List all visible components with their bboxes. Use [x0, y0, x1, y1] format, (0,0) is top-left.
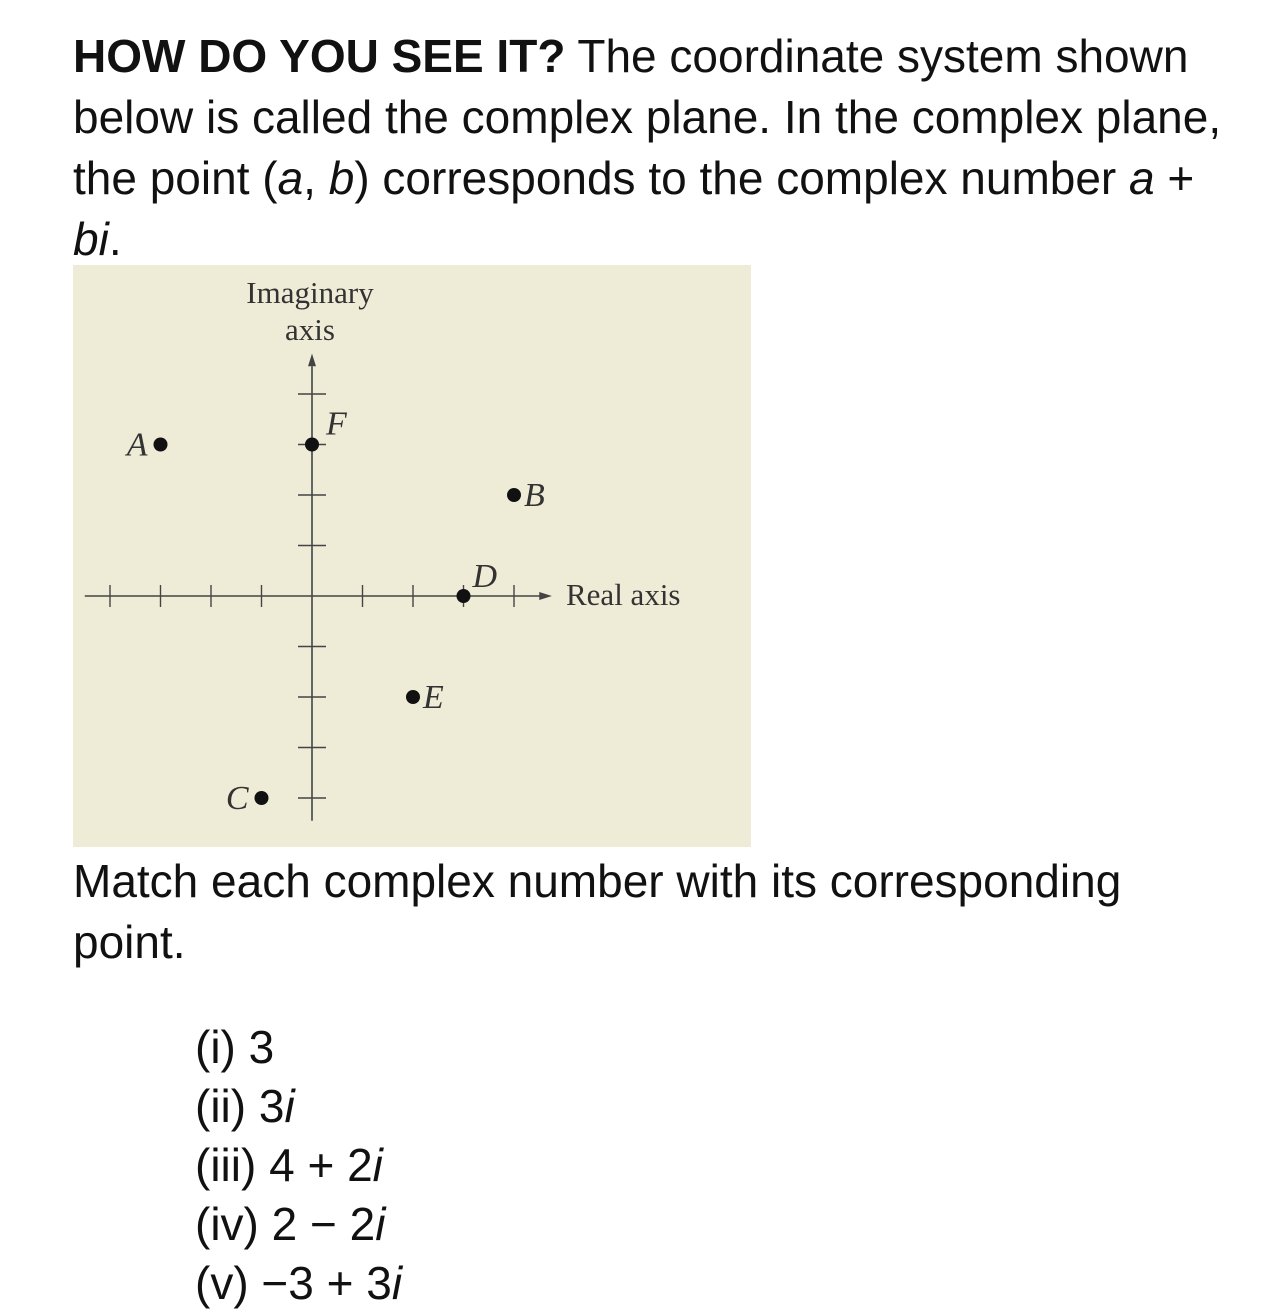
problem-heading: HOW DO YOU SEE IT?: [73, 30, 566, 82]
expr-bi: bi: [73, 213, 109, 265]
point-label-b: B: [524, 477, 545, 514]
choice-item: (i) 3: [195, 1021, 275, 1073]
intro-text-3: ) corresponds to the complex number: [354, 152, 1130, 204]
x-axis-arrow: [539, 592, 552, 600]
point-label-f: F: [326, 405, 347, 443]
var-b: b: [328, 152, 355, 204]
point-label-e: E: [423, 679, 444, 716]
y-axis-arrow: [308, 354, 316, 367]
point-b: [507, 488, 521, 502]
point-f: [305, 438, 319, 452]
point-label-c: C: [225, 780, 249, 817]
choice-item: (iv) 2 − 2i: [195, 1198, 386, 1250]
point-label-d: D: [472, 558, 498, 595]
choice-item: (v) −3 + 3i: [195, 1257, 403, 1309]
choice-list: [195, 1018, 402, 1313]
match-instruction: Match each complex number with its corresponding point.: [73, 855, 1122, 968]
complex-plane-figure: [73, 265, 751, 847]
var-a: a: [277, 152, 304, 204]
point-c: [255, 791, 269, 805]
choice-item: (iii) 4 + 2i: [195, 1139, 383, 1191]
intro-text-1: The coordinate system shown below is called the complex plane. In the complex plane, the point (: [73, 30, 1222, 204]
intro-text-2: ,: [303, 152, 329, 204]
problem-intro: [73, 26, 1233, 270]
intro-text-5: .: [108, 213, 122, 265]
expr-a: a: [1129, 152, 1155, 204]
intro-text-4: +: [1154, 152, 1195, 204]
point-a: [154, 438, 168, 452]
y-axis-label-line-2: axis: [285, 312, 335, 347]
y-axis-label-line-1: Imaginary: [246, 275, 374, 310]
complex-plane-svg: [73, 265, 751, 847]
point-e: [406, 690, 420, 704]
point-label-a: A: [126, 426, 148, 464]
x-axis-label: Real axis: [566, 577, 681, 612]
point-d: [457, 589, 471, 603]
choice-item: (ii) 3i: [195, 1080, 295, 1132]
